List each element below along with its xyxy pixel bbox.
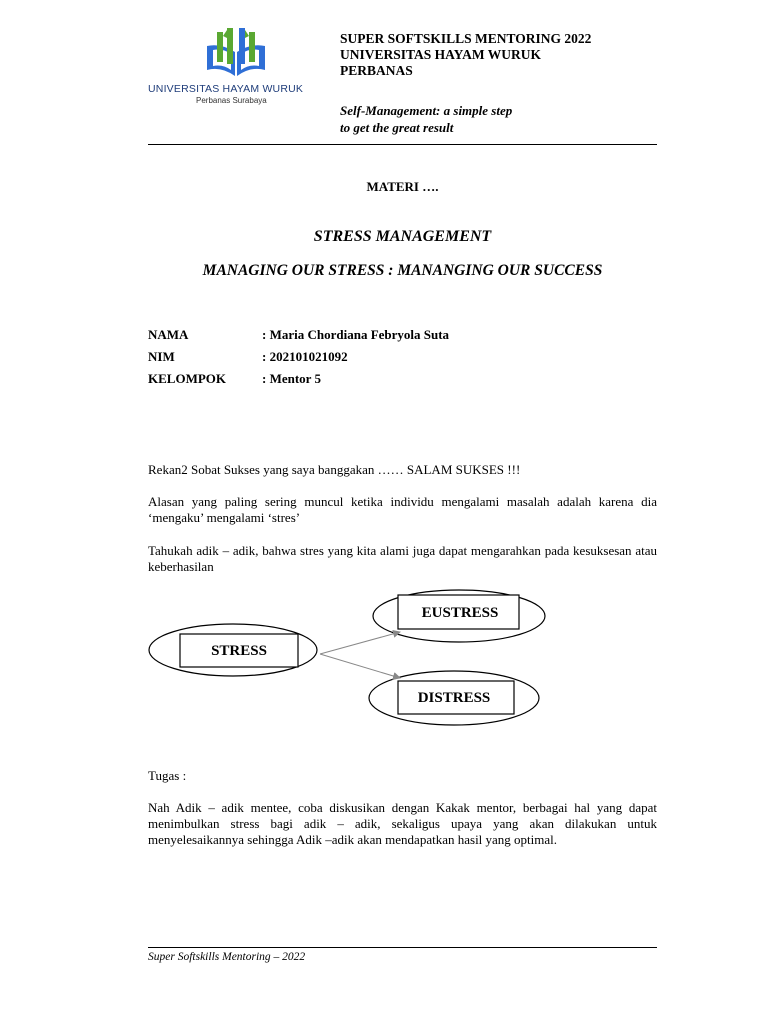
header-subtitle — [340, 102, 512, 136]
eustress-node — [373, 590, 545, 642]
greeting-paragraph: Rekan2 Sobat Sukses yang saya banggakan …… SALAM SUKSES !!! — [148, 462, 521, 477]
main-title: STRESS MANAGEMENT — [313, 228, 492, 245]
stress-success-paragraph: Tahukah adik – adik, bahwa stres yang kita alami juga dapat mengarahkan pada kesuksesan atau keberhasilan — [148, 543, 657, 574]
header-title-line: UNIVERSITAS HAYAM WURUK — [340, 47, 542, 62]
materi-heading: MATERI …. — [366, 179, 439, 194]
info-value: : Maria Chordiana Febryola Suta — [262, 327, 450, 342]
header-title — [340, 31, 591, 79]
info-label: NIM — [148, 349, 175, 364]
header-subtitle-line: to get the great result — [340, 120, 454, 135]
info-value: : Mentor 5 — [262, 371, 321, 386]
task-heading: Tugas : — [148, 768, 187, 783]
distress-label: DISTRESS — [417, 690, 491, 706]
stress-diagram — [148, 588, 548, 728]
distress-node — [369, 671, 539, 725]
eustress-label: EUSTRESS — [421, 605, 499, 621]
university-logo — [148, 26, 328, 122]
info-label: KELOMPOK — [148, 371, 226, 386]
logo-university-name: UNIVERSITAS HAYAM WURUK — [148, 83, 304, 95]
sub-title: MANAGING OUR STRESS : MANANGING OUR SUCCESS — [202, 262, 603, 279]
footer-text: Super Softskills Mentoring – 2022 — [148, 951, 306, 963]
header-subtitle-line: Self-Management: a simple step — [340, 103, 513, 118]
reason-paragraph: Alasan yang paling sering muncul ketika individu mengalami masalah adalah karena dia ‘mengaku’ mengalami ‘stres’ — [148, 494, 657, 525]
stress-label: STRESS — [211, 643, 267, 659]
info-label: NAMA — [148, 327, 189, 342]
header-title-line: SUPER SOFTSKILLS MENTORING 2022 — [340, 31, 592, 46]
logo-university-subname: Perbanas Surabaya — [196, 96, 267, 105]
logo-emblem-icon — [201, 26, 271, 82]
header-divider — [148, 144, 657, 145]
arrow-to-eustress — [320, 632, 400, 654]
task-paragraph: Nah Adik – adik mentee, coba diskusikan dengan Kakak mentor, berbagai hal yang dapat menimbulkan stress bagi adik – adik, sekaligus upaya yang akan dilakukan untuk menyelesaikannya sehingga Adik –adik akan mendapatkan hasil yang optimal. — [148, 800, 657, 847]
stress-node — [149, 624, 317, 676]
header-title-line: PERBANAS — [340, 63, 413, 78]
arrow-to-distress — [320, 654, 400, 678]
footer-divider — [148, 947, 657, 948]
info-value: : 202101021092 — [262, 349, 348, 364]
